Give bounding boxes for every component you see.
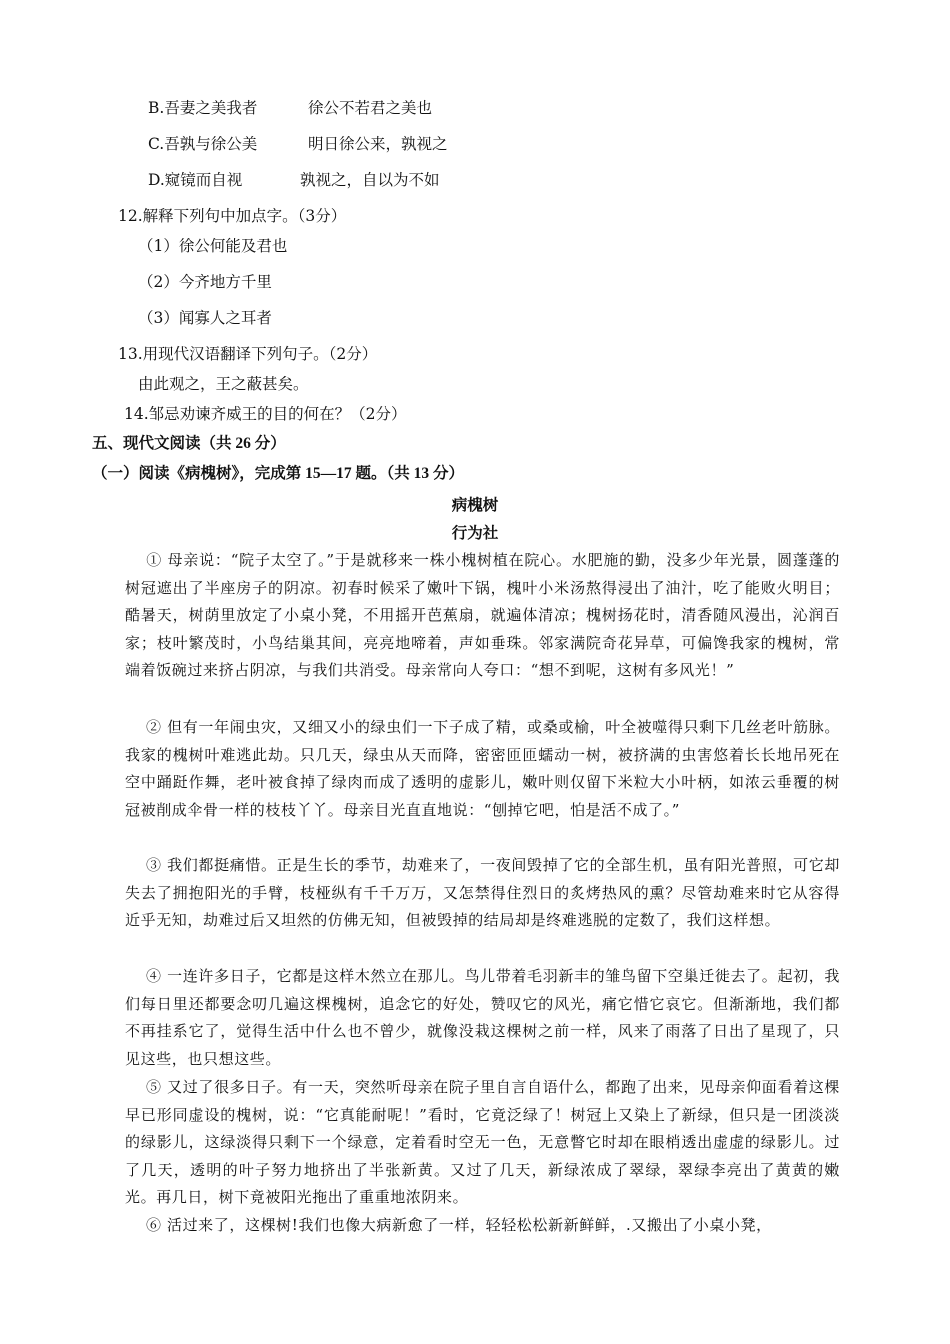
q13-sentence: 由此观之，王之蔽甚矣。 [138, 375, 309, 393]
option-left: D.窥镜而自视 [148, 171, 243, 189]
essay-paragraph-6 [125, 1212, 840, 1240]
essay-paragraph-4 [125, 963, 840, 1073]
paragraph-text: ② 但有一年闹虫灾，又细又小的绿虫们一下子成了精，或桑或榆，叶全被噬得只剩下几丝老叶筋脉。我家的槐树叶难逃此劫。只几天，绿虫从天而降，密密匝匝蠕动一树，被挤满的虫害悠着长长地吊死在空中踊跹作舞，老叶被食掉了绿肉而成了透明的虚影儿，嫩叶则仅留下米粒大小叶柄，如浓云垂覆的树冠被削成伞骨一样的枝枝丫丫。母亲目光直直地说：“刨掉它吧，怕是活不成了。” [125, 718, 840, 819]
section-heading: 五、现代文阅读（共 26 分） [92, 435, 286, 452]
essay-paragraph-5 [125, 1074, 840, 1212]
paragraph-text: ① 母亲说：“院子太空了。”于是就移来一株小槐树植在院心。水肥施的勤，没多少年光景，圆蓬蓬的树冠遮出了半座房子的阴凉。初春时候采了嫩叶下锅，槐叶小米汤熬得浸出了油汁，吃了能败火明目；酷暑天，树荫里放定了小桌小凳，不用摇开芭蕉扇，就遍体清凉；槐树扬花时，清香随风漫出，沁润百家；枝叶繁茂时，小鸟结巢其间，亮亮地啼着，声如垂珠。邻家满院奇花异草，可偏馋我家的槐树，常端着饭碗过来挤占阴凉，与我们共消受。母亲常向人夸口：“想不到呢，这树有多风光！” [125, 551, 840, 680]
essay-paragraph-2 [125, 714, 840, 824]
essay-paragraph-1 [125, 547, 840, 685]
sub-section-heading: （一）阅读《病槐树》，完成第 15—17 题。（共 13 分） [92, 465, 465, 482]
essay-paragraph-3 [125, 852, 840, 935]
option-right: 明日徐公来，孰视之 [308, 135, 448, 153]
paragraph-text: ③ 我们都挺痛惜。正是生长的季节，劫难来了，一夜间毁掉了它的全部生机，虽有阳光普照，可它却失去了拥抱阳光的手臂，枝桠纵有千千万万，又怎禁得住烈日的炙烤热风的熏？尽管劫难来时它从容得近乎无知，劫难过后又坦然的仿佛无知，但被毁掉的结局却是终难逃脱的定数了，我们这样想。 [125, 856, 840, 930]
essay-title: 病槐树 [451, 497, 499, 514]
option-right: 孰视之，自以为不如 [300, 171, 440, 189]
q13-title: 13.用现代汉语翻译下列句子。（2分） [118, 345, 378, 363]
option-left: B.吾妻之美我者 [148, 99, 258, 117]
essay-author: 行为社 [451, 525, 499, 542]
q12-item-1: （1）徐公何能及君也 [138, 237, 288, 255]
q12-title: 12.解释下列句中加点字。（3分） [118, 207, 347, 225]
q12-item-3: （3）闻寡人之耳者 [138, 309, 272, 327]
paragraph-text: ⑥ 活过来了，这棵树!我们也像大病新愈了一样，轻轻松松新新鲜鲜，.又搬出了小桌小凳， [146, 1216, 772, 1234]
option-right: 徐公不若君之美也 [308, 99, 433, 117]
paragraph-text: ④ 一连许多日子，它都是这样木然立在那儿。鸟儿带着毛羽新丰的雏鸟留下空巢迁徙去了。起初，我们每日里还都要念叨几遍这棵槐树，追念它的好处，赞叹它的风光，痛它惜它哀它。但渐渐地，我们都不再挂系它了，觉得生活中什么也不曾少，就像没栽这棵树之前一样，风来了雨落了日出了星现了，只见这些，也只想这些。 [125, 967, 840, 1068]
paragraph-text: ⑤ 又过了很多日子。有一天，突然听母亲在院子里自言自语什么，都跑了出来，见母亲仰面看着这棵早已形同虚设的槐树，说：“它真能耐呢！”看时，它竟泛绿了！树冠上又染上了新绿，但只是一团淡淡的绿影儿，这绿淡得只剩下一个绿意，定着看时空无一色，无意瞥它时却在眼梢透出虚虚的绿影儿。过了几天，透明的叶子努力地挤出了半张新黄。又过了几天，新绿浓成了翠绿，翠绿李亮出了黄黄的嫩光。再几日，树下竟被阳光拖出了重重地浓阴来。 [125, 1078, 840, 1207]
option-left: C.吾孰与徐公美 [148, 135, 258, 153]
q14-title: 14.邹忌劝谏齐威王的目的何在？（2分） [124, 405, 407, 423]
q12-item-2: （2）今齐地方千里 [138, 273, 272, 291]
